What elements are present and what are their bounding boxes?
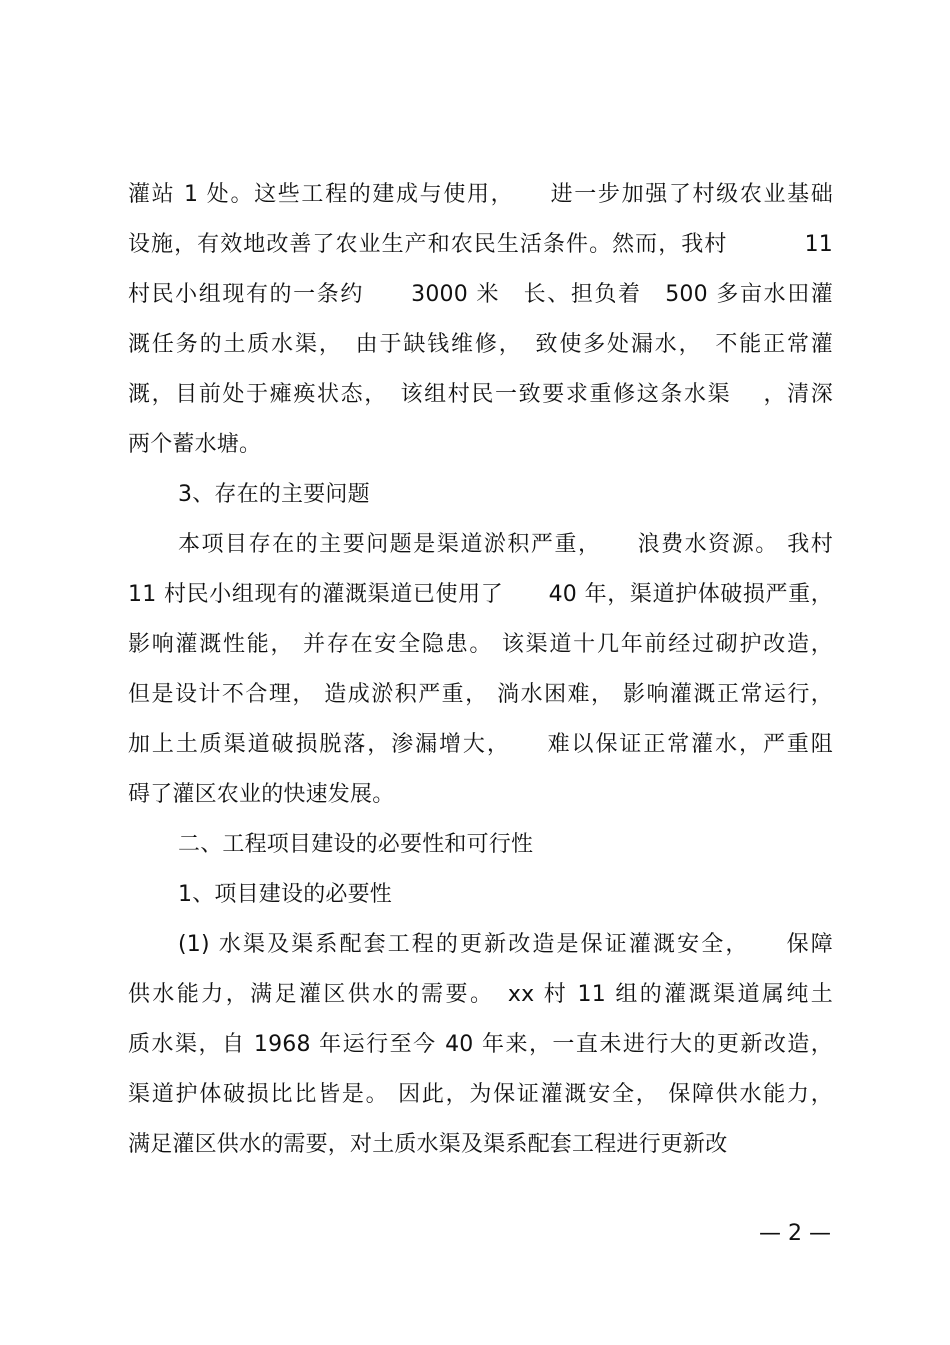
text-line: 村民小组现有的一条约 3000 米 长、担负着 500 多亩水田灌 <box>128 282 833 307</box>
text-line: 两个蓄水塘。 <box>128 432 262 457</box>
text-line: 11 村民小组现有的灌溉渠道已使用了 40 年，渠道护体破损严重， <box>128 582 833 607</box>
page-number: — 2 — <box>759 1221 831 1246</box>
text-line: 供水能力，满足灌区供水的需要。 xx 村 11 组的灌溉渠道属纯土 <box>128 982 833 1007</box>
text-line: 影响灌溉性能， 并存在安全隐患。 该渠道十几年前经过砌护改造， <box>128 632 833 657</box>
text-line: 灌站 1 处。这些工程的建成与使用， 进一步加强了村级农业基础 <box>128 182 833 207</box>
text-line: 溉任务的土质水渠， 由于缺钱维修， 致使多处漏水， 不能正常灌 <box>128 332 833 357</box>
text-line: 碍了灌区农业的快速发展。 <box>128 782 395 807</box>
text-line: 渠道护体破损比比皆是。 因此，为保证灌溉安全， 保障供水能力， <box>128 1082 833 1107</box>
text-line: 满足灌区供水的需要，对土质水渠及渠系配套工程进行更新改 <box>128 1132 728 1157</box>
section-heading: 二、工程项目建设的必要性和可行性 <box>178 832 534 857</box>
text-line: 溉，目前处于瘫痪状态， 该组村民一致要求重修这条水渠 ，清深 <box>128 382 833 407</box>
document-body <box>128 170 833 1170</box>
text-line: 但是设计不合理， 造成淤积严重， 淌水困难， 影响灌溉正常运行， <box>128 682 833 707</box>
text-line: 质水渠，自 1968 年运行至今 40 年来，一直未进行大的更新改造， <box>128 1032 833 1057</box>
text-line: 设施，有效地改善了农业生产和农民生活条件。然而，我村 11 <box>128 232 833 257</box>
section-heading: 3、存在的主要问题 <box>178 482 370 507</box>
text-line: (1) 水渠及渠系配套工程的更新改造是保证灌溉安全， 保障 <box>178 932 833 957</box>
section-heading: 1、项目建设的必要性 <box>178 882 392 907</box>
text-line: 本项目存在的主要问题是渠道淤积严重， 浪费水资源。 我村 <box>178 532 833 557</box>
text-line: 加上土质渠道破损脱落，渗漏增大， 难以保证正常灌水，严重阻 <box>128 732 833 757</box>
